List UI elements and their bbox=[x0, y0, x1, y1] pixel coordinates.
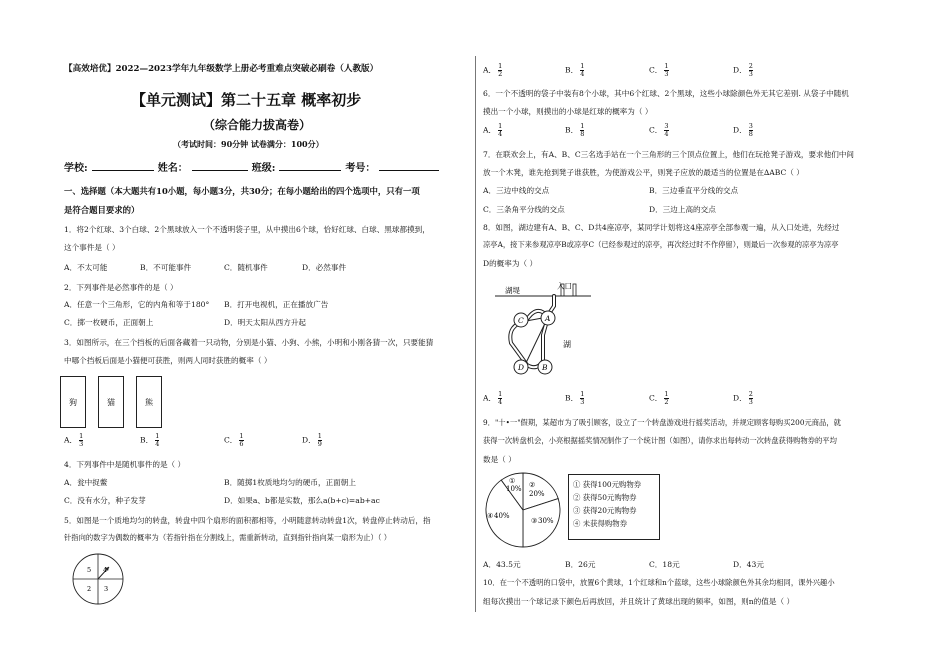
q6-option-b[interactable] bbox=[565, 123, 586, 138]
q8-option-c-fraction bbox=[664, 391, 668, 406]
denominator: 8 bbox=[580, 130, 585, 138]
denominator: 4 bbox=[664, 130, 669, 138]
q9-stem-line2: 获得一次转盘机会，小亮根据摇奖情况制作了一个统计图（如图），请你求出每转动一次转盘获得购物券的平均 bbox=[483, 436, 837, 445]
spinner-number-4: 4 bbox=[103, 566, 108, 574]
q6-option-c-fraction bbox=[664, 123, 668, 138]
q1-option-d[interactable]: D．必然事件 bbox=[302, 263, 347, 272]
q8-option-b-fraction bbox=[580, 391, 584, 406]
q9-option-c[interactable]: C．18元 bbox=[649, 560, 680, 569]
q8-stem-line3: D的概率为（ ） bbox=[483, 259, 538, 268]
q5-option-c-fraction bbox=[664, 63, 668, 78]
numerator: 1 bbox=[317, 432, 322, 440]
q4-option-d[interactable]: D．如果a、b都是实数，那么a(b+c)=ab+ac bbox=[224, 496, 380, 505]
q1-option-b[interactable]: B．不可能事件 bbox=[140, 263, 192, 272]
q6-stem-line2: 摸出一个小球，则摸出的小球是红球的概率为（ ） bbox=[483, 107, 653, 116]
q5-stem-line2: 针指向的数字为偶数的概率为（若指针指在分割线上，需重新转动，直到指针指向某一扇形为止）（ ） bbox=[64, 533, 392, 542]
pie-pct-3: 30% bbox=[538, 517, 554, 525]
q2-stem: 2．下列事件是必然事件的是（ ） bbox=[64, 283, 178, 292]
q5-option-a-label: A． bbox=[483, 65, 497, 75]
board-bear bbox=[136, 376, 162, 428]
q8-option-b[interactable] bbox=[565, 391, 586, 406]
spinner-number-2: 2 bbox=[87, 585, 92, 593]
q6-stem-line1: 6．一个不透明的袋子中装有8个小球，其中6个红球、2个黑球，这些小球除颜色外无其它差别. 从袋子中随机 bbox=[483, 89, 849, 98]
school-input-line[interactable] bbox=[92, 159, 154, 171]
q6-option-b-fraction bbox=[580, 123, 584, 138]
legend-item-3: ③ 获得20元购物券 bbox=[573, 506, 637, 515]
numerator: 1 bbox=[580, 390, 585, 398]
exam-number-input-line[interactable] bbox=[379, 159, 439, 171]
q2-option-a[interactable]: A．任意一个三角形，它的内角和等于180° bbox=[64, 300, 210, 309]
q8-option-d-label: D． bbox=[733, 393, 747, 403]
exam-number-label: 考号： bbox=[345, 163, 376, 174]
page-title: 【单元测试】第二十五章 概率初步 bbox=[131, 91, 362, 109]
q1-option-c[interactable]: C．随机事件 bbox=[224, 263, 268, 272]
q8-option-d[interactable] bbox=[733, 391, 755, 406]
numerator: 1 bbox=[239, 432, 244, 440]
denominator: 6 bbox=[239, 440, 244, 448]
pie-pct-2: 20% bbox=[529, 490, 545, 498]
denominator: 4 bbox=[498, 130, 503, 138]
board-bear-label: 熊 bbox=[145, 397, 153, 407]
numerator: 3 bbox=[664, 122, 669, 130]
numerator: 1 bbox=[498, 122, 503, 130]
pavilion-b-label: B bbox=[542, 363, 548, 372]
q3-stem-line1: 3．如图所示，在三个挡板的后面各藏着一只动物，分别是小猫、小狗、小熊，小明和小刚各猜一次，只要能猜 bbox=[64, 338, 434, 347]
denominator: 8 bbox=[748, 130, 753, 138]
q2-option-d[interactable]: D．明天太阳从西方升起 bbox=[224, 318, 307, 327]
numerator: 1 bbox=[498, 62, 503, 70]
q6-option-a[interactable] bbox=[483, 123, 504, 138]
q9-option-a[interactable]: A．43.5元 bbox=[483, 560, 521, 569]
pavilion-c-label: C bbox=[518, 316, 524, 325]
q6-option-b-label: B． bbox=[565, 125, 579, 135]
q8-option-b-label: B． bbox=[565, 393, 579, 403]
q3-option-d-label: D． bbox=[302, 435, 316, 445]
q5-option-a-fraction bbox=[498, 63, 502, 78]
numerator: 2 bbox=[748, 62, 753, 70]
column-divider bbox=[475, 56, 476, 612]
spinner-number-3: 3 bbox=[104, 585, 109, 593]
q3-option-b[interactable] bbox=[140, 433, 161, 448]
q4-option-a[interactable]: A．瓮中捉鳖 bbox=[64, 478, 108, 487]
numerator: 1 bbox=[664, 62, 669, 70]
q8-option-c[interactable] bbox=[649, 391, 671, 406]
q3-option-c-fraction bbox=[239, 433, 243, 448]
q5-option-c[interactable] bbox=[649, 63, 671, 78]
pie-key-2: ② bbox=[529, 481, 536, 489]
q5-option-b-fraction bbox=[580, 63, 584, 78]
q9-stem-line1: 9．"十•一"假期，某超市为了吸引顾客，设立了一个转盘游戏进行摇奖活动，并规定顾客每购买200元商品，就 bbox=[483, 418, 841, 427]
numerator: 1 bbox=[498, 390, 503, 398]
q3-option-d-fraction bbox=[318, 433, 322, 448]
denominator: 3 bbox=[748, 70, 753, 78]
denominator: 3 bbox=[748, 398, 753, 406]
pie-key-4: ④ bbox=[487, 512, 494, 520]
q4-option-b[interactable]: B．随掷1枚质地均匀的硬币，正面朝上 bbox=[224, 478, 356, 487]
q3-option-b-fraction bbox=[155, 433, 159, 448]
pavilion-a-label: A bbox=[545, 314, 551, 323]
denominator: 3 bbox=[664, 70, 669, 78]
q10-stem-line2: 组每次摸出一个球记录下颜色后再放回，并且统计了黄球出现的频率，如图，则n的值是（ ） bbox=[483, 597, 795, 606]
q8-option-d-fraction bbox=[749, 391, 753, 406]
q8-option-c-label: C． bbox=[649, 393, 663, 403]
q6-option-d[interactable] bbox=[733, 123, 755, 138]
q4-stem: 4．下列事件中是随机事件的是（ ） bbox=[64, 460, 186, 469]
pie-pct-4: 40% bbox=[494, 512, 510, 520]
numerator: 3 bbox=[748, 122, 753, 130]
q8-option-a-label: A． bbox=[483, 393, 497, 403]
pie-legend bbox=[568, 474, 660, 540]
q8-stem-line2: 凉亭A，接下来参观凉亭B或凉亭C（已经参观过的凉亭，再次经过时不作停留），则最后一次参观的凉亭为凉亭 bbox=[483, 240, 839, 249]
q8-stem-line1: 8．如图，湖边建有A、B、C、D共4座凉亭，某同学计划将这4座凉亭全部参观一遍，从入口处进，先经过 bbox=[483, 223, 840, 232]
q3-option-a[interactable] bbox=[64, 433, 85, 448]
q8-option-a[interactable] bbox=[483, 391, 504, 406]
q6-option-d-label: D． bbox=[733, 125, 747, 135]
name-input-line[interactable] bbox=[192, 159, 248, 171]
numerator: 1 bbox=[580, 62, 585, 70]
q9-option-b[interactable]: B．26元 bbox=[565, 560, 596, 569]
school-label: 学校: bbox=[64, 163, 88, 174]
q5-option-a[interactable] bbox=[483, 63, 504, 78]
denominator: 4 bbox=[580, 70, 585, 78]
student-fields bbox=[64, 159, 443, 174]
class-input-line[interactable] bbox=[279, 159, 341, 171]
q3-option-a-label: A． bbox=[64, 435, 78, 445]
q1-option-a[interactable]: A．不太可能 bbox=[64, 263, 108, 272]
denominator: 9 bbox=[317, 440, 322, 448]
q6-option-a-label: A． bbox=[483, 125, 497, 135]
denominator: 2 bbox=[498, 70, 503, 78]
q3-option-b-label: B． bbox=[140, 435, 154, 445]
q7-option-d[interactable]: D．三边上高的交点 bbox=[649, 205, 716, 214]
lake-label: 湖 bbox=[563, 340, 571, 349]
q1-stem-line1: 1．将2个红球、3个白球、2个黑球放入一个不透明袋子里，从中摸出6个球，恰好红球、白球、黑球都摸到， bbox=[64, 225, 430, 234]
q9-stem-line3: 数是（ ） bbox=[483, 455, 516, 464]
numerator: 1 bbox=[580, 122, 585, 130]
pie-pct-1: 10% bbox=[506, 485, 522, 493]
q3-option-c-label: C． bbox=[224, 435, 238, 445]
numerator: 1 bbox=[79, 432, 84, 440]
numerator: 1 bbox=[664, 390, 669, 398]
pavilion-d-label: D bbox=[518, 363, 525, 372]
q3-stem-line2: 中哪个挡板后面是小猫便可获胜，则两人同时获胜的概率（ ） bbox=[64, 356, 272, 365]
q5-option-c-label: C． bbox=[649, 65, 663, 75]
page-subtitle: （综合能力拔高卷） bbox=[203, 118, 312, 132]
board-cat bbox=[98, 376, 124, 428]
q2-option-c[interactable]: C．掷一枚硬币，正面朝上 bbox=[64, 318, 154, 327]
denominator: 4 bbox=[155, 440, 160, 448]
dike-label: 湖堤 bbox=[505, 286, 520, 295]
spinner-number-5: 5 bbox=[87, 566, 92, 574]
q5-stem-line1: 5．如图是一个质地均匀的转盘，转盘中四个扇形的面积都相等，小明随意转动转盘1次，转盘停止转动后，指 bbox=[64, 516, 431, 525]
q4-option-c[interactable]: C．没有水分，种子发芽 bbox=[64, 496, 146, 505]
q8-option-a-fraction bbox=[498, 391, 502, 406]
denominator: 3 bbox=[580, 398, 585, 406]
legend-item-4: ④ 未获得购物券 bbox=[573, 519, 628, 528]
q5-option-d-label: D． bbox=[733, 65, 747, 75]
q5-option-b-label: B． bbox=[565, 65, 579, 75]
q7-option-b[interactable]: B．三边垂直平分线的交点 bbox=[649, 186, 739, 195]
q7-option-c[interactable]: C．三条角平分线的交点 bbox=[483, 205, 565, 214]
q10-stem-line1: 10．在一个不透明的口袋中，放置6个黄球，1个红球和n个蓝球，这些小球除颜色外其余均相同，课外兴趣小 bbox=[483, 578, 835, 587]
denominator: 2 bbox=[664, 398, 669, 406]
q5-option-d-fraction bbox=[749, 63, 753, 78]
q6-option-c[interactable] bbox=[649, 123, 671, 138]
q6-option-a-fraction bbox=[498, 123, 502, 138]
board-cat-label: 猫 bbox=[107, 397, 115, 407]
section-heading-line1: 一、选择题（本大题共有10小题，每小题3分，共30分；在每小题给出的四个选项中，只有一项 bbox=[64, 186, 420, 196]
legend-item-2: ② 获得50元购物券 bbox=[573, 493, 637, 502]
denominator: 4 bbox=[498, 398, 503, 406]
section-heading-line2: 是符合题目要求的） bbox=[64, 205, 140, 215]
pie-key-1: ① bbox=[509, 477, 516, 485]
q6-option-d-fraction bbox=[749, 123, 753, 138]
q5-option-b[interactable] bbox=[565, 63, 586, 78]
q3-option-d[interactable] bbox=[302, 433, 324, 448]
q7-option-a[interactable]: A．三边中线的交点 bbox=[483, 186, 550, 195]
q3-option-a-fraction bbox=[79, 433, 83, 448]
q2-option-b[interactable]: B．打开电视机，正在播放广告 bbox=[224, 300, 329, 309]
prize-pie-chart bbox=[483, 470, 563, 550]
q5-option-d[interactable] bbox=[733, 63, 755, 78]
entrance-label: 入口 bbox=[557, 281, 572, 291]
q7-stem-line2: 放一个木凳，谁先抢到凳子谁获胜，为使游戏公平，则凳子应放的最适当的位置是在∆ABC（ ） bbox=[483, 168, 804, 177]
legend-item-1: ① 获得100元购物券 bbox=[573, 480, 642, 489]
q3-option-c[interactable] bbox=[224, 433, 246, 448]
q1-stem-line2: 这个事件是（ ） bbox=[64, 243, 120, 252]
q6-option-c-label: C． bbox=[649, 125, 663, 135]
name-label: 姓名： bbox=[157, 163, 188, 174]
pie-key-3: ③ bbox=[531, 517, 538, 525]
denominator: 3 bbox=[79, 440, 84, 448]
numerator: 1 bbox=[155, 432, 160, 440]
q9-option-d[interactable]: D．43元 bbox=[733, 560, 764, 569]
numerator: 2 bbox=[748, 390, 753, 398]
exam-info: （考试时间：90分钟 试卷满分：100分） bbox=[173, 139, 324, 149]
entrance-gate-right bbox=[573, 284, 576, 296]
q7-stem-line1: 7．在联欢会上，有A、B、C三名选手站在一个三角形的三个顶点位置上，他们在玩抢凳子游戏，要求他们中间 bbox=[483, 150, 855, 159]
spinner-diagram bbox=[70, 551, 126, 607]
lake-map-diagram bbox=[493, 281, 593, 383]
series-title: 【高效培优】2022—2023学年九年级数学上册必考重难点突破必刷卷（人教版） bbox=[64, 64, 379, 74]
board-dog bbox=[60, 376, 86, 428]
class-label: 班级: bbox=[251, 163, 276, 174]
board-dog-label: 狗 bbox=[69, 397, 77, 407]
